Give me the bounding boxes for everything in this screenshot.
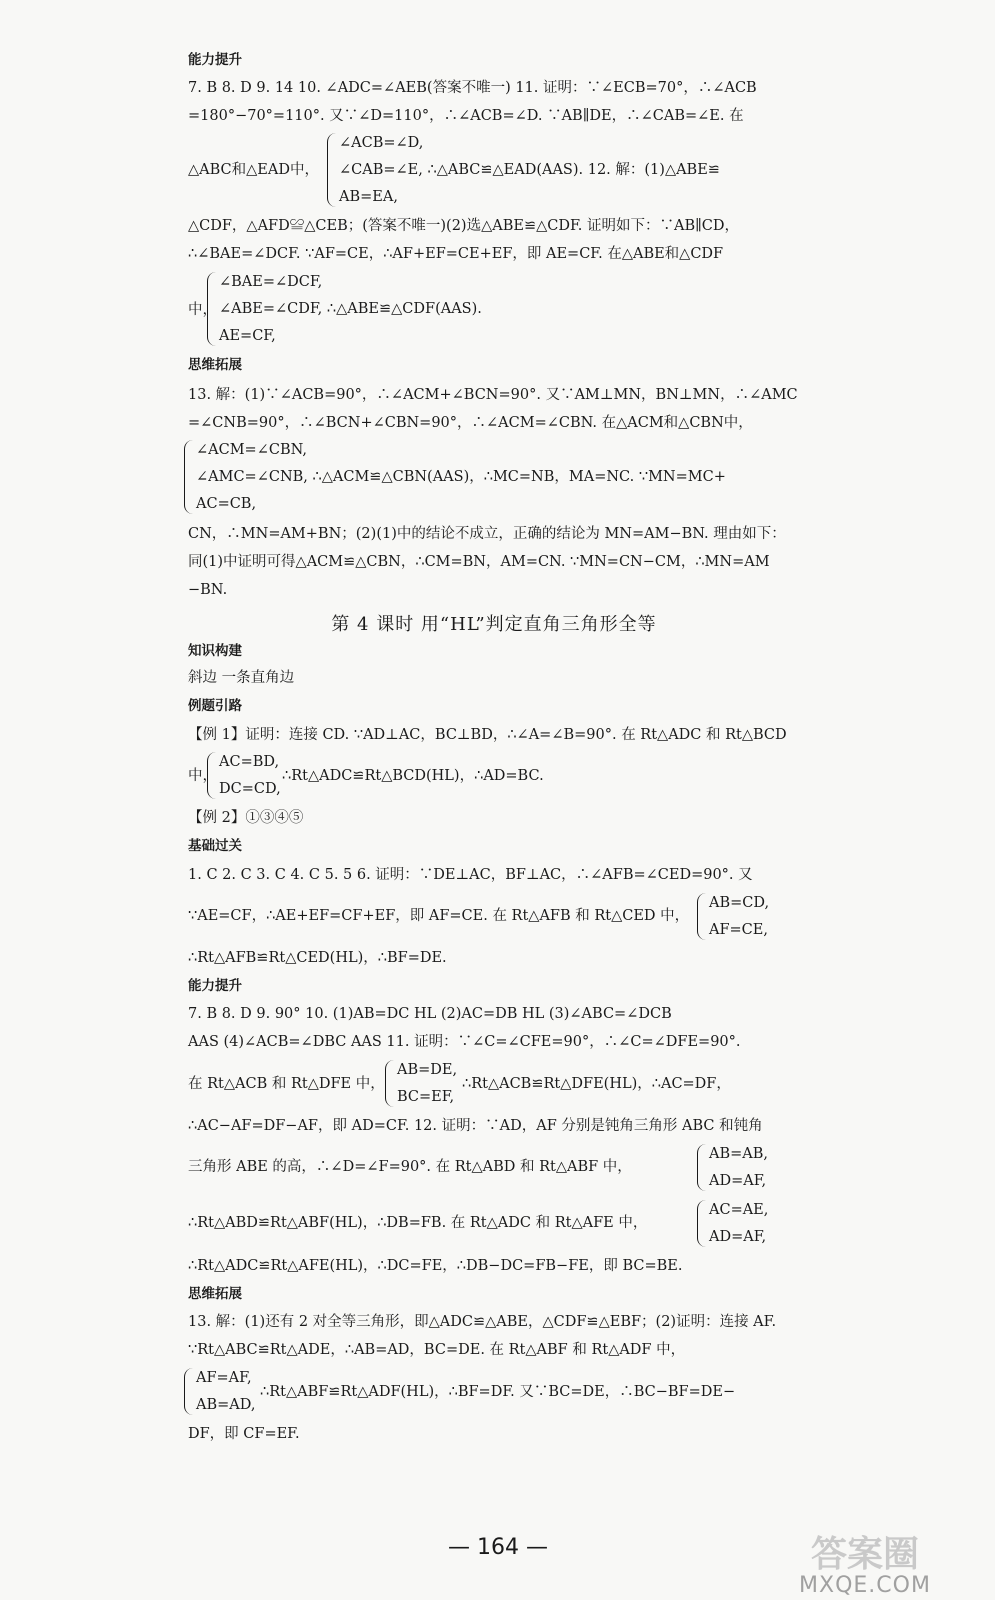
system-row: AB=DE, (397, 1062, 458, 1078)
equation-system (697, 1144, 768, 1191)
answer-line: AAS (4)∠ACB=∠DBC AAS 11. 证明：∵∠C=∠CFE=90°，∴∠C=∠DFE=90°. (188, 1034, 741, 1050)
watermark-url: MXQE.COM (799, 1573, 931, 1598)
equation-system (697, 1200, 768, 1247)
system-row: AC=BD, (219, 754, 280, 770)
answer-line: 在 Rt△ACB 和 Rt△DFE 中， (188, 1076, 385, 1092)
system-row: AF=AF, (196, 1370, 252, 1386)
answer-line: ∴Rt△AFB≌Rt△CED(HL)，∴BF=DE. (188, 950, 447, 966)
answer-line: ∴Rt△ABF≌Rt△ADF(HL)，∴BF=DF. 又∵BC=DE，∴BC−BF=DE− (260, 1384, 736, 1400)
chapter-title: 第 4 课时 用“HL”判定直角三角形全等 (331, 614, 657, 635)
system-row: AF=CE, (709, 922, 768, 938)
system-row: ∠BAE=∠DCF, (219, 274, 323, 290)
system-row: ∠ABE=∠CDF, ∴△ABE≌△CDF(AAS). (219, 301, 482, 317)
answer-line: ∴∠BAE=∠DCF. ∵AF=CE，∴AF+EF=CE+EF，即 AE=CF. 在△ABE和△CDF (188, 246, 724, 262)
answer-line: 中， (188, 302, 217, 318)
answer-line: △CDF，△AFD≌△CEB；(答案不唯一)(2)选△ABE≌△CDF. 证明如下：∵AB∥CD， (188, 218, 740, 234)
example-line: 【例 2】①③④⑤ (188, 810, 304, 826)
section-heading: 例题引路 (188, 698, 242, 714)
equation-system (327, 133, 720, 207)
answer-line: △ABC和△EAD中， (188, 162, 319, 178)
answer-line: =∠CNB=90°，∴∠BCN+∠CBN=90°，∴∠ACM=∠CBN. 在△ACM和△CBN中， (188, 415, 753, 431)
system-row: AE=CF, (219, 328, 276, 344)
system-row: ∠ACB=∠D, (339, 135, 424, 151)
system-row: AD=AF, (709, 1229, 767, 1245)
answer-line: 1. C 2. C 3. C 4. C 5. 5 6. 证明：∵DE⊥AC，BF⊥AC，∴∠AFB=∠CED=90°. 又 (188, 867, 753, 883)
page-number: — 164 — (448, 1535, 548, 1560)
answer-line: 13. 解：(1)∵∠ACB=90°，∴∠ACM+∠BCN=90°. 又∵AM⊥MN，BN⊥MN，∴∠AMC (188, 387, 798, 403)
answer-line: 7. B 8. D 9. 90° 10. (1)AB=DC HL (2)AC=DB HL (3)∠ABC=∠DCB (188, 1006, 672, 1022)
system-row: ∠ACM=∠CBN, (196, 442, 307, 458)
answer-line: 7. B 8. D 9. 14 10. ∠ADC=∠AEB(答案不唯一) 11. 证明：∵∠ECB=70°，∴∠ACB (188, 80, 757, 96)
answer-line: ∴Rt△ADC≌Rt△AFE(HL)，∴DC=FE，∴DB−DC=FB−FE，即 BC=BE. (188, 1258, 683, 1274)
system-row: BC=EF, (397, 1089, 455, 1105)
system-row: ∠CAB=∠E, ∴△ABC≌△EAD(AAS). 12. 解：(1)△ABE≌ (339, 162, 720, 178)
answer-line: ∴Rt△ACB≌Rt△DFE(HL)，∴AC=DF， (462, 1076, 731, 1092)
system-row: AB=AB, (709, 1146, 769, 1162)
system-row: AD=AF, (709, 1173, 767, 1189)
answer-line: ∴Rt△ABD≌Rt△ABF(HL)，∴DB=FB. 在 Rt△ADC 和 Rt△AFE 中， (188, 1215, 648, 1231)
answer-line: ∵AE=CF，∴AE+EF=CF+EF，即 AF=CE. 在 Rt△AFB 和 Rt△CED 中， (188, 908, 690, 924)
answer-line: ∴AC−AF=DF−AF，即 AD=CF. 12. 证明：∵AD，AF 分别是钝角三角形 ABC 和钝角 (188, 1118, 763, 1134)
equation-system (207, 752, 281, 799)
answer-line: 13. 解：(1)还有 2 对全等三角形，即△ADC≌△ABE，△CDF≌△EBF；(2)证明：连接 AF. (188, 1314, 777, 1330)
equation-system (184, 440, 726, 514)
answer-line: 三角形 ABE 的高，∴∠D=∠F=90°. 在 Rt△ABD 和 Rt△ABF 中， (188, 1159, 632, 1175)
equation-system (207, 272, 482, 346)
system-row: ∠AMC=∠CNB, ∴△ACM≌△CBN(AAS)，∴MC=NB，MA=NC. ∵MN=MC+ (196, 469, 726, 485)
system-row: AC=CB, (196, 496, 257, 512)
section-heading: 能力提升 (188, 52, 242, 68)
system-row: AB=CD, (709, 895, 770, 911)
answer-line: =180°−70°=110°. 又∵∠D=110°，∴∠ACB=∠D. ∵AB∥DE，∴∠CAB=∠E. 在 (188, 108, 744, 124)
answer-line: CN，∴MN=AM+BN；(2)(1)中的结论不成立，正确的结论为 MN=AM−BN. 理由如下： (188, 526, 786, 542)
answer-line: 同(1)中证明可得△ACM≌△CBN，∴CM=BN，AM=CN. ∵MN=CN−CM，∴MN=AM (188, 554, 770, 570)
section-heading: 知识构建 (188, 643, 242, 659)
answer-line: 斜边 一条直角边 (188, 670, 295, 686)
system-row: AB=AD, (196, 1397, 256, 1413)
equation-system (184, 1368, 255, 1415)
watermark-title: 答案圈 (810, 1534, 919, 1575)
system-row: AC=AE, (709, 1202, 769, 1218)
system-row: AB=EA, (339, 189, 398, 205)
answer-line: −BN. (188, 582, 228, 598)
answer-line: 中， (188, 768, 217, 784)
answer-line: ∴Rt△ADC≌Rt△BCD(HL)，∴AD=BC. (282, 768, 544, 784)
example-line: 【例 1】证明：连接 CD. ∵AD⊥AC，BC⊥BD，∴∠A=∠B=90°. 在 Rt△ADC 和 Rt△BCD (188, 727, 787, 743)
system-row: DC=CD, (219, 781, 281, 797)
section-heading: 思维拓展 (188, 357, 242, 373)
watermark (785, 1534, 945, 1598)
equation-system (697, 893, 769, 940)
answer-line: ∵Rt△ABC≌Rt△ADE，∴AB=AD，BC=DE. 在 Rt△ABF 和 Rt△ADF 中， (188, 1342, 686, 1358)
section-heading: 基础过关 (188, 838, 242, 854)
equation-system (385, 1060, 457, 1107)
section-heading: 能力提升 (188, 978, 242, 994)
answer-line: DF，即 CF=EF. (188, 1426, 300, 1442)
section-heading: 思维拓展 (188, 1286, 242, 1302)
